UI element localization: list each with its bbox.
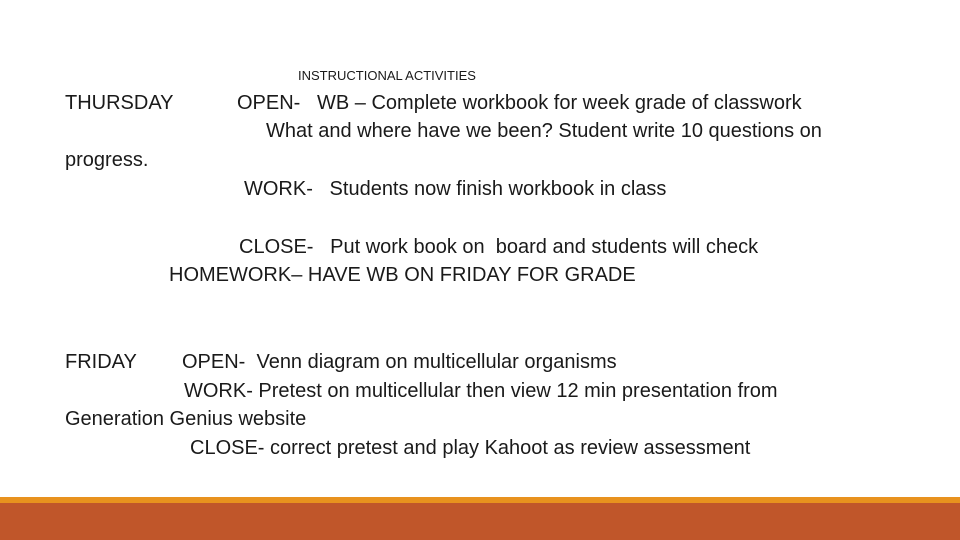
thursday-day-label: THURSDAY xyxy=(65,92,174,114)
thursday-open-activity-continued: What and where have we been? Student write 10 questions on xyxy=(266,120,822,142)
friday-close-activity: CLOSE- correct pretest and play Kahoot as review assessment xyxy=(190,437,751,459)
friday-work-activity-continued: Generation Genius website xyxy=(65,408,307,430)
thursday-homework: HOMEWORK– HAVE WB ON FRIDAY FOR GRADE xyxy=(169,264,636,286)
friday-day-label: FRIDAY xyxy=(65,351,137,373)
friday-open-activity: OPEN- Venn diagram on multicellular organisms xyxy=(182,351,617,373)
thursday-open-activity: OPEN- WB – Complete workbook for week grade of classwork xyxy=(237,92,802,114)
footer-accent-bar xyxy=(0,503,960,540)
thursday-work-activity: WORK- Students now finish workbook in class xyxy=(244,178,667,200)
instructional-activities-heading: INSTRUCTIONAL ACTIVITIES xyxy=(298,68,476,83)
thursday-open-activity-continued-2: progress. xyxy=(65,149,149,171)
friday-work-activity: WORK- Pretest on multicellular then view 12 min presentation from xyxy=(184,380,778,402)
thursday-close-activity: CLOSE- Put work book on board and students will check xyxy=(239,236,759,258)
